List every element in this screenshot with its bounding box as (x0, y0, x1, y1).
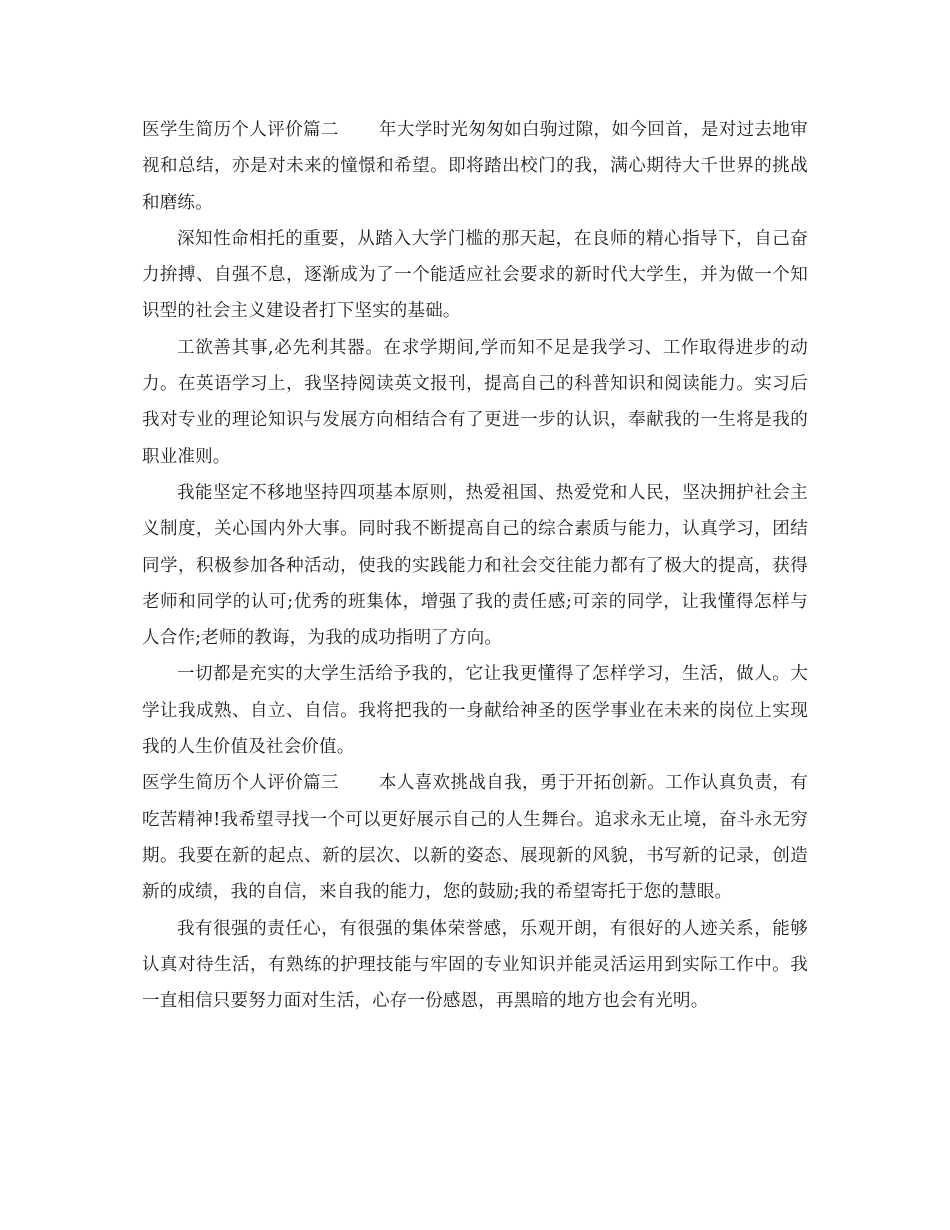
document-page (142, 112, 808, 1019)
section-two-paragraph-4: 一切都是充实的大学生活给予我的，它让我更懂得了怎样学习，生活，做人。大学让我成熟、自立、自信。我将把我的一身献给神圣的医学事业在未来的岗位上实现我的人生价值及社会价值。 (142, 664, 808, 758)
section-two-intro: 年大学时光匆匆如白驹过隙，如今回首，是对过去地审视和总结，亦是对未来的憧憬和希望。即将踏出校门的我，满心期待大千世界的挑战和磨练。 (142, 120, 808, 213)
section-two-title: 医学生简历个人评价篇二 (142, 120, 339, 140)
section-three-title: 医学生简历个人评价篇三 (142, 773, 339, 794)
section-two-opening (142, 112, 808, 221)
section-two-paragraph-3: 我能坚定不移地坚持四项基本原则，热爱祖国、热爱党和人民，坚决拥护社会主义制度，关心国内外大事。同时我不断提高自己的综合素质与能力，认真学习，团结同学，积极参加各种活动，使我的实践能力和社会交往能力都有了极大的提高，获得老师和同学的认可;优秀的班集体，增强了我的责任感;可亲的同学，让我懂得怎样与人合作;老师的教诲，为我的成功指明了方向。 (142, 482, 808, 649)
section-two-paragraph-2: 工欲善其事,必先利其器。在求学期间,学而知不足是我学习、工作取得进步的动力。在英语学习上，我坚持阅读英文报刊，提高自己的科普知识和阅读能力。实习后我对专业的理论知识与发展方向相结合有了更进一步的认识，奉献我的一生将是我的职业准则。 (142, 337, 808, 467)
section-three-opening (142, 765, 808, 910)
section-three-paragraph-1: 我有很强的责任心，有很强的集体荣誉感，乐观开朗，有很好的人迹关系，能够认真对待生活，有熟练的护理技能与牢固的专业知识并能灵活运用到实际工作中。我一直相信只要努力面对生活，心存一份感恩，再黑暗的地方也会有光明。 (142, 918, 808, 1012)
section-three-intro: 本人喜欢挑战自我，勇于开拓创新。工作认真负责，有吃苦精神!我希望寻找一个可以更好展示自己的人生舞台。追求永无止境，奋斗永无穷期。我要在新的起点、新的层次、以新的姿态、展现新的风貌，书写新的记录，创造新的成绩，我的自信，来自我的能力，您的鼓励;我的希望寄托于您的慧眼。 (142, 773, 808, 903)
section-two-paragraph-1: 深知性命相托的重要，从踏入大学门槛的那天起，在良师的精心指导下，自己奋力拚搏、自强不息，逐渐成为了一个能适应社会要求的新时代大学生，并为做一个知识型的社会主义建设者打下坚实的基础。 (142, 228, 808, 322)
